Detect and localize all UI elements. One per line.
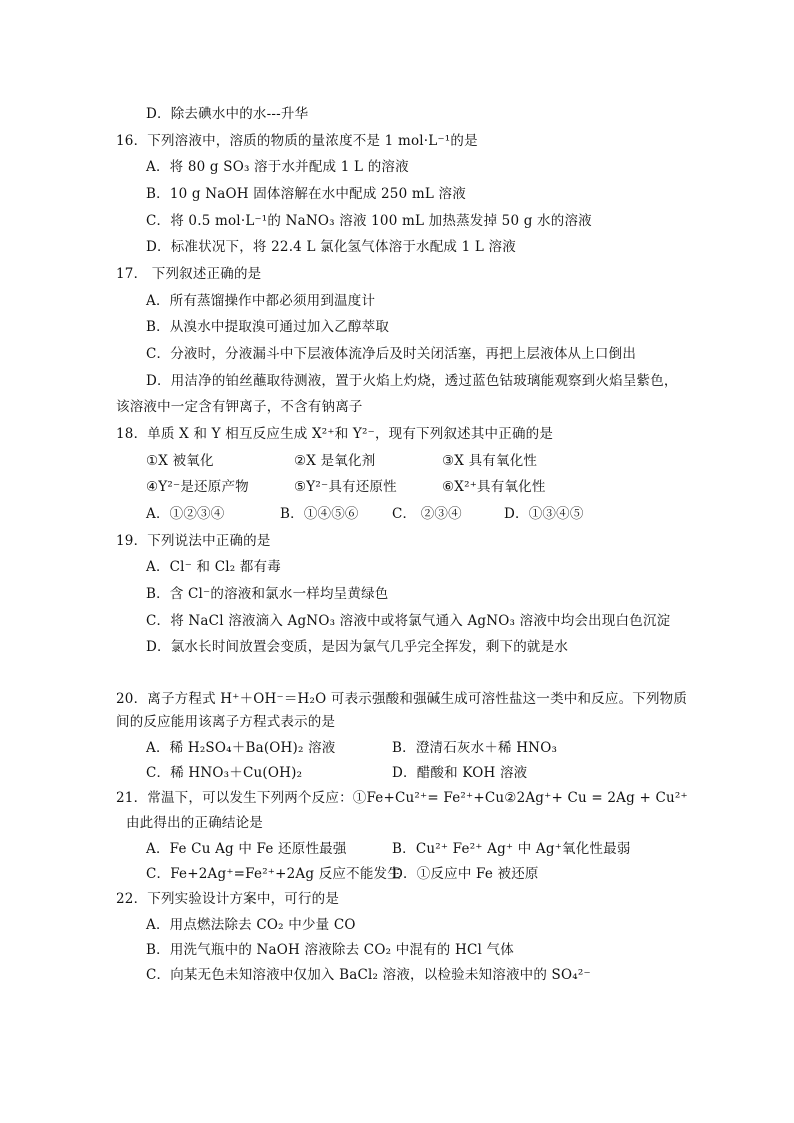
q18-option-b: B．①④⑤⑥ [280,506,359,522]
q16-option-a: A．将 80 g SO₃ 溶于水并配成 1 L 的溶液 [146,159,409,175]
q17-option-a: A．所有蒸馏操作中都必须用到温度计 [146,293,376,309]
q20-option-c: C．稀 HNO₃＋Cu(OH)₂ [146,765,303,781]
q22-option-c: C．向某无色未知溶液中仅加入 BaCl₂ 溶液，以检验未知溶液中的 SO₄²⁻ [146,967,591,983]
q19-option-b: B．含 Cl⁻的溶液和氯水一样均呈黄绿色 [146,586,389,602]
q21-stem: 21．常温下，可以发生下列两个反应：①Fe+Cu²⁺= Fe²⁺+Cu②2Ag⁺+ Cu = 2Ag + Cu²⁺ [116,790,688,806]
q20-stem-continued: 间的反应能用该离子方程式表示的是 [116,714,336,730]
q18-option-c: C． ②③④ [392,506,462,522]
q17-stem: 17． 下列叙述正确的是 [116,266,262,282]
q20-option-a: A．稀 H₂SO₄＋Ba(OH)₂ 溶液 [146,740,336,756]
q18-statements-row-2 [146,478,546,496]
q19-option-c: C．将 NaCl 溶液滴入 AgNO₃ 溶液中或将氯气通入 AgNO₃ 溶液中均会出现白色沉淀 [146,613,671,629]
q17-option-b: B．从溴水中提取溴可通过加入乙醇萃取 [146,319,390,335]
q16-option-d: D．标准状况下，将 22.4 L 氯化氢气体溶于水配成 1 L 溶液 [146,239,516,255]
q20-option-d: D．醋酸和 KOH 溶液 [392,765,528,781]
q16-stem: 16．下列溶液中，溶质的物质的量浓度不是 1 mol·L⁻¹的是 [116,133,478,149]
q22-stem: 22．下列实验设计方案中，可行的是 [116,891,340,907]
q22-option-b: B．用洗气瓶中的 NaOH 溶液除去 CO₂ 中混有的 HCl 气体 [146,942,514,958]
q18-statement-6: ⑥X²⁺具有氧化性 [442,479,546,495]
q18-option-a: A．①②③④ [146,506,225,522]
q20-options-row-1 [146,739,558,757]
q21-option-c: C．Fe+2Ag⁺=Fe²⁺+2Ag 反应不能发生 [146,866,401,882]
q21-stem-continued: 由此得出的正确结论是 [126,815,263,831]
q18-statement-1: ①X 被氧化 [146,453,214,469]
q16-option-b: B．10 g NaOH 固体溶解在水中配成 250 mL 溶液 [146,186,466,202]
q18-statements-row-1 [146,452,538,470]
q17-option-c: C．分液时，分液漏斗中下层液体流净后及时关闭活塞，再把上层液体从上口倒出 [146,346,637,362]
q20-options-row-2 [146,764,528,782]
q18-statement-5: ⑤Y²⁻具有还原性 [294,479,397,495]
q19-option-d: D．氯水长时间放置会变质，是因为氯气几乎完全挥发，剩下的就是水 [146,639,569,655]
q20-stem: 20．离子方程式 H⁺＋OH⁻＝H₂O 可表示强酸和强碱生成可溶性盐这一类中和反应。下列物质 [116,691,688,707]
q18-option-d: D．①③④⑤ [504,506,584,522]
q21-options-row-2 [146,865,539,883]
q18-stem: 18．单质 X 和 Y 相互反应生成 X²⁺和 Y²⁻，现有下列叙述其中正确的是 [116,426,554,442]
q18-statement-3: ③X 具有氧化性 [442,453,538,469]
q19-stem: 19．下列说法中正确的是 [116,533,271,549]
q21-option-a: A．Fe Cu Ag 中 Fe 还原性最强 [146,841,347,857]
q21-option-b: B．Cu²⁺ Fe²⁺ Ag⁺ 中 Ag⁺氧化性最弱 [392,841,631,857]
q18-options [146,505,584,523]
q17-option-d-continued: 该溶液中一定含有钾离子，不含有钠离子 [116,399,363,415]
q16-option-c: C．将 0.5 mol·L⁻¹的 NaNO₃ 溶液 100 mL 加热蒸发掉 50 g 水的溶液 [146,213,592,229]
q22-option-a: A．用点燃法除去 CO₂ 中少量 CO [146,917,356,933]
q18-statement-4: ④Y²⁻是还原产物 [146,479,249,495]
q17-option-d: D．用洁净的铂丝蘸取待测液，置于火焰上灼烧，透过蓝色钴玻璃能观察到火焰呈紫色， [146,373,678,389]
q21-options-row-1 [146,840,631,858]
q21-option-d: D．①反应中 Fe 被还原 [392,866,539,882]
q15-option-d: D．除去碘水中的水---升华 [146,106,309,122]
q19-option-a: A．Cl⁻ 和 Cl₂ 都有毒 [146,559,281,575]
q20-option-b: B．澄清石灰水＋稀 HNO₃ [392,740,558,756]
q18-statement-2: ②X 是氧化剂 [294,453,376,469]
